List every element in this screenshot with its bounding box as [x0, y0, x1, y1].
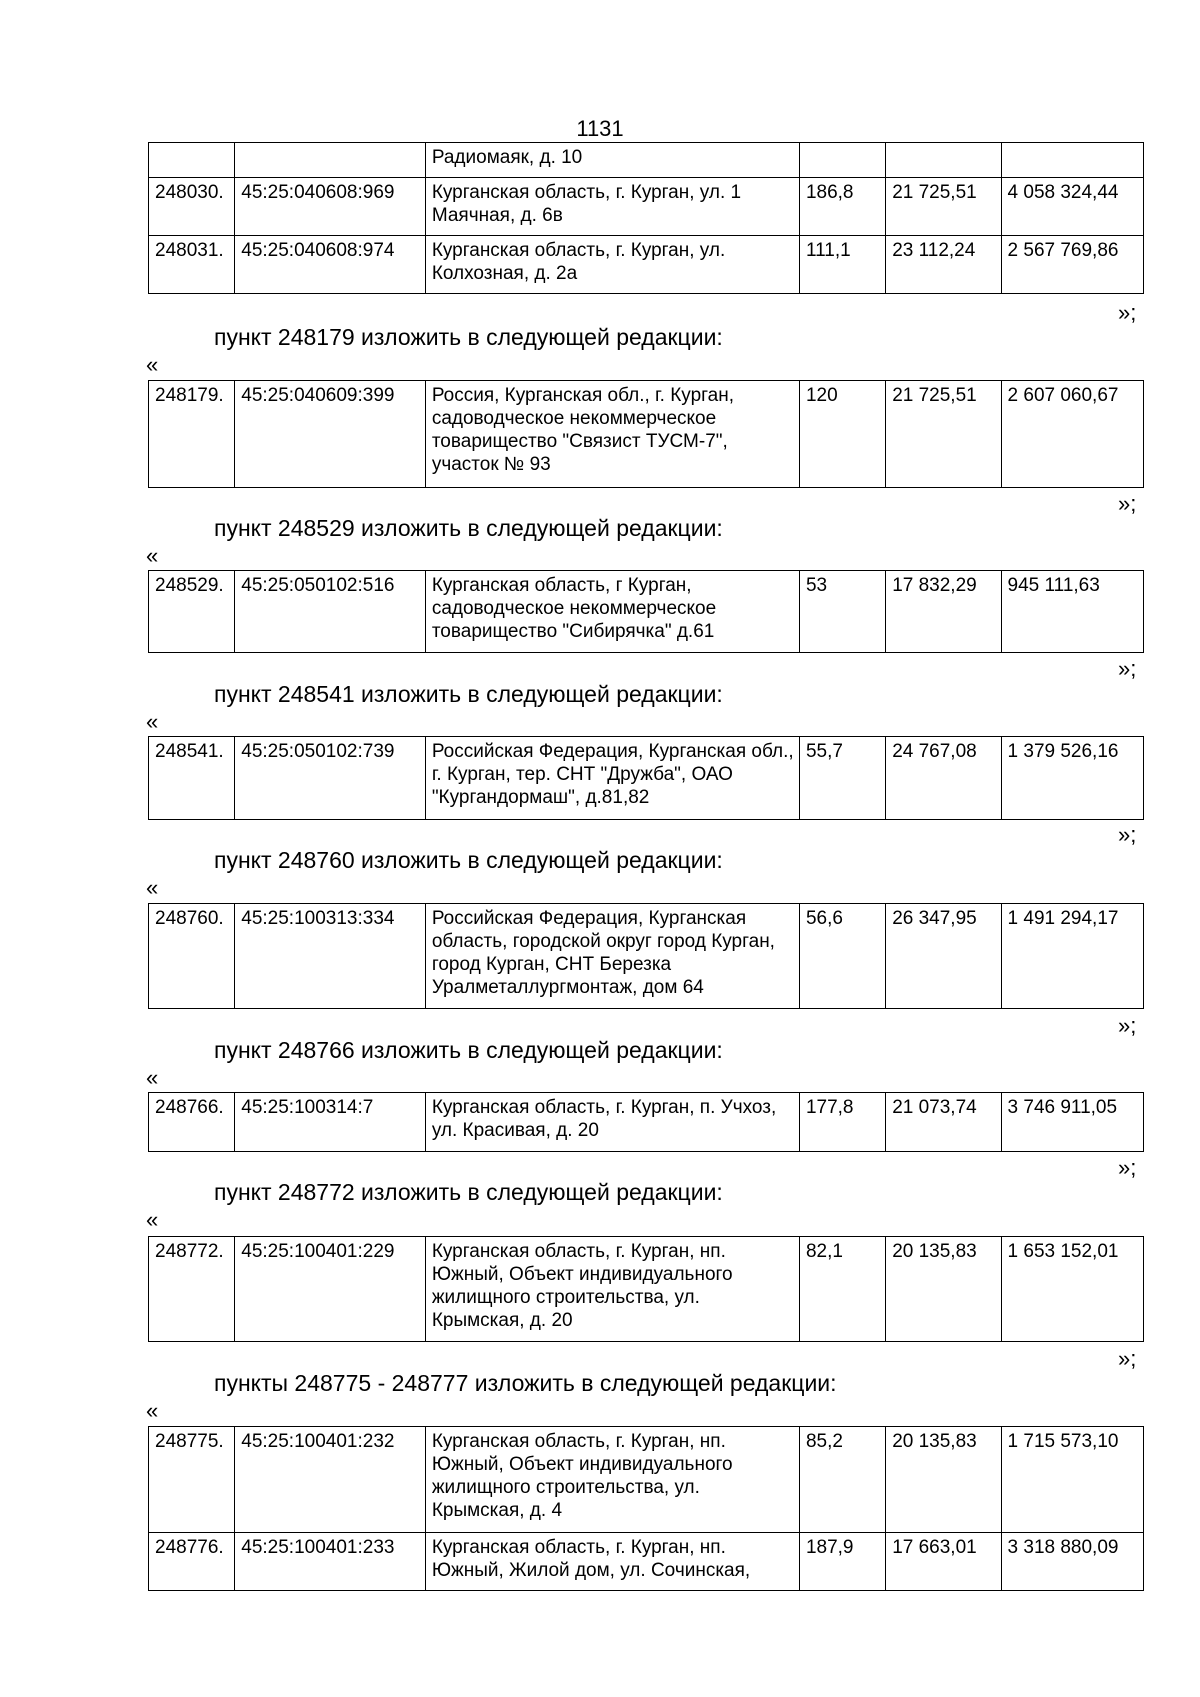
cell-num: 248760.	[149, 904, 235, 1009]
cell-price: 21 073,74	[886, 1093, 1001, 1152]
cell-num: 248775.	[149, 1427, 235, 1533]
cell-price: 20 135,83	[886, 1237, 1001, 1342]
cell-num: 248529.	[149, 571, 235, 653]
cell-cad: 45:25:100401:232	[235, 1427, 426, 1533]
property-table	[148, 736, 1144, 820]
cell-price: 26 347,95	[886, 904, 1001, 1009]
cell-total: 1 653 152,01	[1001, 1237, 1143, 1342]
cell-addr: Российская Федерация, Курганская область, городской округ город Курган, город Курган, СНТ Березка Уралметаллургмонтаж, дом 64	[425, 904, 799, 1009]
cell-num: 248541.	[149, 737, 235, 820]
closing-quote: »;	[1118, 491, 1137, 516]
property-table	[148, 570, 1144, 653]
cell-num: 248030.	[149, 178, 235, 236]
table-row	[149, 236, 1144, 294]
cell-addr: Курганская область, г. Курган, нп. Южный, Жилой дом, ул. Сочинская,	[425, 1533, 799, 1591]
table-row	[149, 1533, 1144, 1591]
table-row	[149, 571, 1144, 653]
cell-price: 21 725,51	[886, 381, 1001, 488]
cell-cad	[235, 143, 426, 178]
cell-total: 2 567 769,86	[1001, 236, 1143, 294]
cell-area	[799, 143, 885, 178]
cell-num: 248179.	[149, 381, 235, 488]
cell-cad: 45:25:100401:229	[235, 1237, 426, 1342]
cell-cad: 45:25:050102:516	[235, 571, 426, 653]
cell-addr: Российская Федерация, Курганская обл., г. Курган, тер. СНТ "Дружба", ОАО "Кургандормаш", д.81,82	[425, 737, 799, 820]
closing-quote: »;	[1118, 656, 1137, 681]
table-row	[149, 1093, 1144, 1152]
table-row	[149, 904, 1144, 1009]
cell-num: 248031.	[149, 236, 235, 294]
cell-num: 248776.	[149, 1533, 235, 1591]
cell-cad: 45:25:040608:969	[235, 178, 426, 236]
cell-price: 23 112,24	[886, 236, 1001, 294]
amendment-heading: пункт 248179 изложить в следующей редакции:	[214, 324, 723, 350]
property-table	[148, 903, 1144, 1009]
cell-addr: Курганская область, г. Курган, нп. Южный, Объект индивидуального жилищного строительства, ул. Крымская, д. 20	[425, 1237, 799, 1342]
cell-total: 945 111,63	[1001, 571, 1143, 653]
closing-quote: »;	[1118, 1155, 1137, 1180]
cell-cad: 45:25:100314:7	[235, 1093, 426, 1152]
table-row	[149, 381, 1144, 488]
property-table	[148, 1426, 1144, 1591]
opening-quote: «	[146, 543, 159, 568]
opening-quote: «	[146, 1398, 159, 1423]
table-row	[149, 1237, 1144, 1342]
closing-quote: »;	[1118, 822, 1137, 847]
cell-area: 177,8	[799, 1093, 885, 1152]
property-table	[148, 380, 1144, 488]
cell-cad: 45:25:100401:233	[235, 1533, 426, 1591]
cell-cad: 45:25:100313:334	[235, 904, 426, 1009]
property-table	[148, 1236, 1144, 1342]
cell-addr: Курганская область, г Курган, садоводческое некоммерческое товарищество "Сибирячка" д.61	[425, 571, 799, 653]
property-table	[148, 142, 1144, 294]
cell-num	[149, 143, 235, 178]
cell-num: 248772.	[149, 1237, 235, 1342]
cell-price	[886, 143, 1001, 178]
cell-price: 17 663,01	[886, 1533, 1001, 1591]
cell-area: 187,9	[799, 1533, 885, 1591]
cell-price: 17 832,29	[886, 571, 1001, 653]
cell-cad: 45:25:050102:739	[235, 737, 426, 820]
amendment-heading: пункт 248760 изложить в следующей редакции:	[214, 847, 723, 873]
table-row	[149, 178, 1144, 236]
cell-area: 53	[799, 571, 885, 653]
cell-area: 186,8	[799, 178, 885, 236]
cell-total	[1001, 143, 1143, 178]
cell-area: 56,6	[799, 904, 885, 1009]
cell-cad: 45:25:040608:974	[235, 236, 426, 294]
table-row	[149, 737, 1144, 820]
cell-area: 55,7	[799, 737, 885, 820]
cell-price: 20 135,83	[886, 1427, 1001, 1533]
cell-area: 82,1	[799, 1237, 885, 1342]
cell-addr: Россия, Курганская обл., г. Курган, садоводческое некоммерческое товарищество "Связист ТУСМ-7", участок № 93	[425, 381, 799, 488]
amendment-heading: пункт 248529 изложить в следующей редакции:	[214, 515, 723, 541]
cell-area: 85,2	[799, 1427, 885, 1533]
amendment-heading: пункт 248541 изложить в следующей редакции:	[214, 681, 723, 707]
amendment-heading: пункты 248775 - 248777 изложить в следующей редакции:	[214, 1370, 837, 1396]
cell-total: 1 491 294,17	[1001, 904, 1143, 1009]
opening-quote: «	[146, 875, 159, 900]
cell-total: 2 607 060,67	[1001, 381, 1143, 488]
cell-total: 3 318 880,09	[1001, 1533, 1143, 1591]
closing-quote: »;	[1118, 1013, 1137, 1038]
cell-addr: Курганская область, г. Курган, нп. Южный, Объект индивидуального жилищного строительства, ул. Крымская, д. 4	[425, 1427, 799, 1533]
cell-total: 1 379 526,16	[1001, 737, 1143, 820]
cell-total: 4 058 324,44	[1001, 178, 1143, 236]
cell-addr: Радиомаяк, д. 10	[425, 143, 799, 178]
opening-quote: «	[146, 709, 159, 734]
amendment-heading: пункт 248772 изложить в следующей редакции:	[214, 1179, 723, 1205]
cell-total: 1 715 573,10	[1001, 1427, 1143, 1533]
table-row	[149, 1427, 1144, 1533]
cell-price: 24 767,08	[886, 737, 1001, 820]
cell-price: 21 725,51	[886, 178, 1001, 236]
cell-addr: Курганская область, г. Курган, п. Учхоз, ул. Красивая, д. 20	[425, 1093, 799, 1152]
closing-quote: »;	[1118, 300, 1137, 325]
cell-total: 3 746 911,05	[1001, 1093, 1143, 1152]
amendment-heading: пункт 248766 изложить в следующей редакции:	[214, 1037, 723, 1063]
cell-cad: 45:25:040609:399	[235, 381, 426, 488]
opening-quote: «	[146, 1065, 159, 1090]
property-table	[148, 1092, 1144, 1152]
page-number: 1131	[576, 116, 624, 141]
cell-addr: Курганская область, г. Курган, ул. 1 Маячная, д. 6в	[425, 178, 799, 236]
opening-quote: «	[146, 1207, 159, 1232]
opening-quote: «	[146, 352, 159, 377]
cell-area: 120	[799, 381, 885, 488]
cell-addr: Курганская область, г. Курган, ул. Колхозная, д. 2а	[425, 236, 799, 294]
cell-area: 111,1	[799, 236, 885, 294]
table-row	[149, 143, 1144, 178]
closing-quote: »;	[1118, 1346, 1137, 1371]
cell-num: 248766.	[149, 1093, 235, 1152]
